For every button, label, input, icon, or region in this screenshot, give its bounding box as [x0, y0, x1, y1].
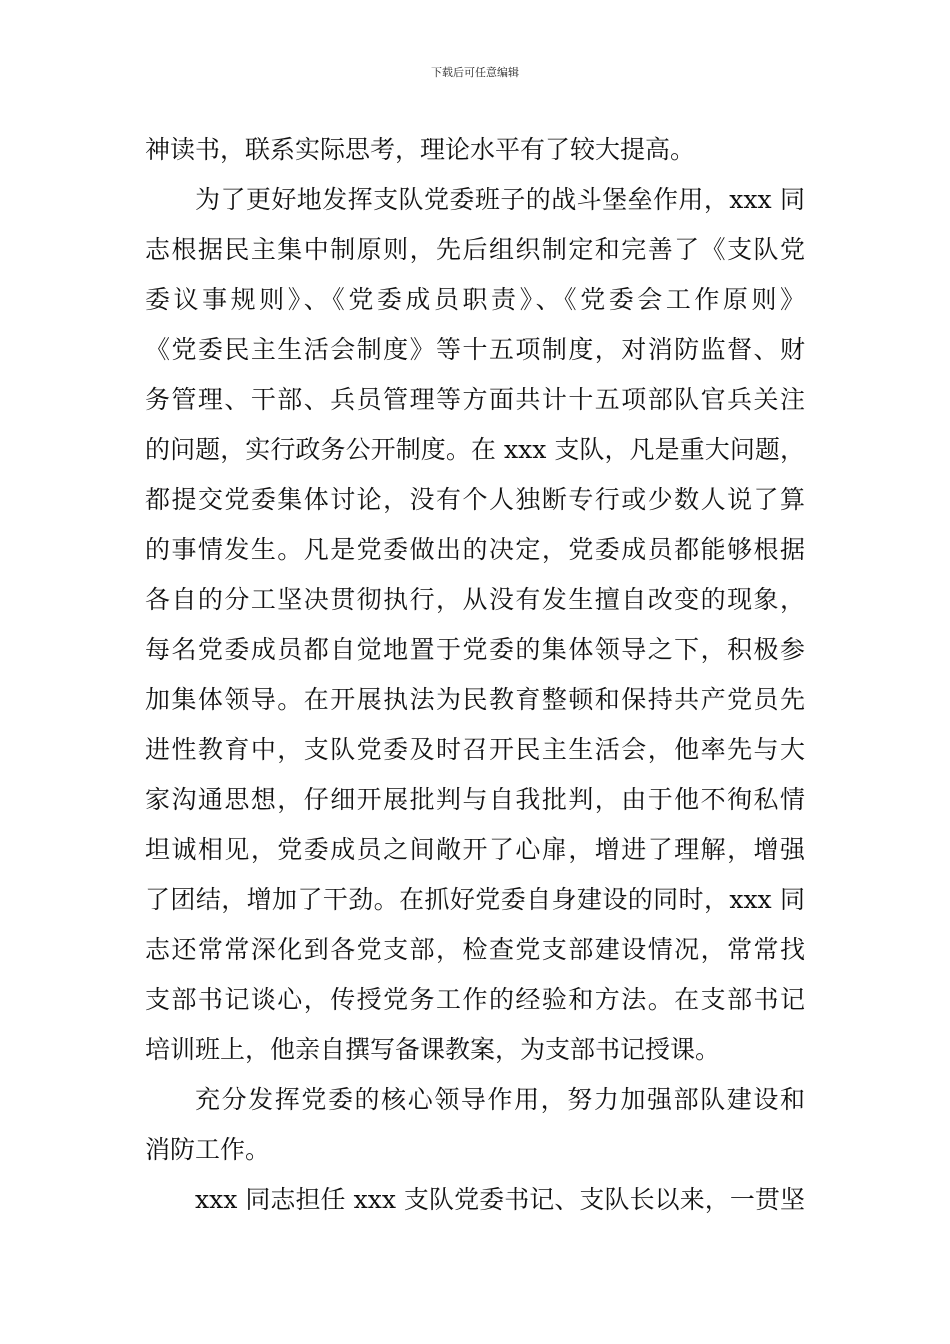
- text-line: 每名党委成员都自觉地置于党委的集体领导之下，积极参: [145, 635, 805, 664]
- text-line: 加集体领导。在开展执法为民教育整顿和保持共产党员先: [145, 685, 805, 714]
- text-line: 了团结，增加了干劲。在抓好党委自身建设的同时，xxx 同: [145, 885, 805, 914]
- text-line: 支部书记谈心，传授党务工作的经验和方法。在支部书记: [145, 985, 805, 1014]
- text-line: 志还常常深化到各党支部，检查党支部建设情况，常常找: [145, 935, 805, 964]
- text-line: 家沟通思想，仔细开展批判与自我批判，由于他不徇私情: [145, 785, 805, 814]
- text-line: 消防工作。: [145, 1135, 271, 1164]
- text-line: 都提交党委集体讨论，没有个人独断专行或少数人说了算: [145, 485, 805, 514]
- text-line: 务管理、干部、兵员管理等方面共计十五项部队官兵关注: [145, 385, 805, 414]
- text-line: 坦诚相见，党委成员之间敞开了心扉，增进了理解，增强: [145, 835, 805, 864]
- text-line: 培训班上，他亲自撰写备课教案，为支部书记授课。: [145, 1035, 721, 1064]
- document-body: [145, 125, 805, 1225]
- text-line: 神读书，联系实际思考，理论水平有了较大提高。: [145, 135, 696, 164]
- text-line: 志根据民主集中制原则，先后组织制定和完善了《支队党: [145, 235, 805, 264]
- text-line: 为了更好地发挥支队党委班子的战斗堡垒作用，xxx 同: [195, 185, 805, 214]
- text-line: 的问题，实行政务公开制度。在 xxx 支队，凡是重大问题，: [145, 435, 805, 464]
- text-line: xxx 同志担任 xxx 支队党委书记、支队长以来，一贯坚: [195, 1185, 805, 1214]
- text-line: 进性教育中，支队党委及时召开民主生活会，他率先与大: [145, 735, 805, 764]
- text-line: 《党委民主生活会制度》等十五项制度，对消防监督、财: [145, 335, 805, 364]
- text-line: 的事情发生。凡是党委做出的决定，党委成员都能够根据: [145, 535, 805, 564]
- text-line: 委议事规则》、《党委成员职责》、《党委会工作原则》: [145, 285, 805, 314]
- text-line: 充分发挥党委的核心领导作用，努力加强部队建设和: [195, 1085, 805, 1114]
- text-line: 各自的分工坚决贯彻执行，从没有发生擅自改变的现象，: [145, 585, 805, 614]
- page-header: 下载后可任意编辑: [431, 66, 519, 79]
